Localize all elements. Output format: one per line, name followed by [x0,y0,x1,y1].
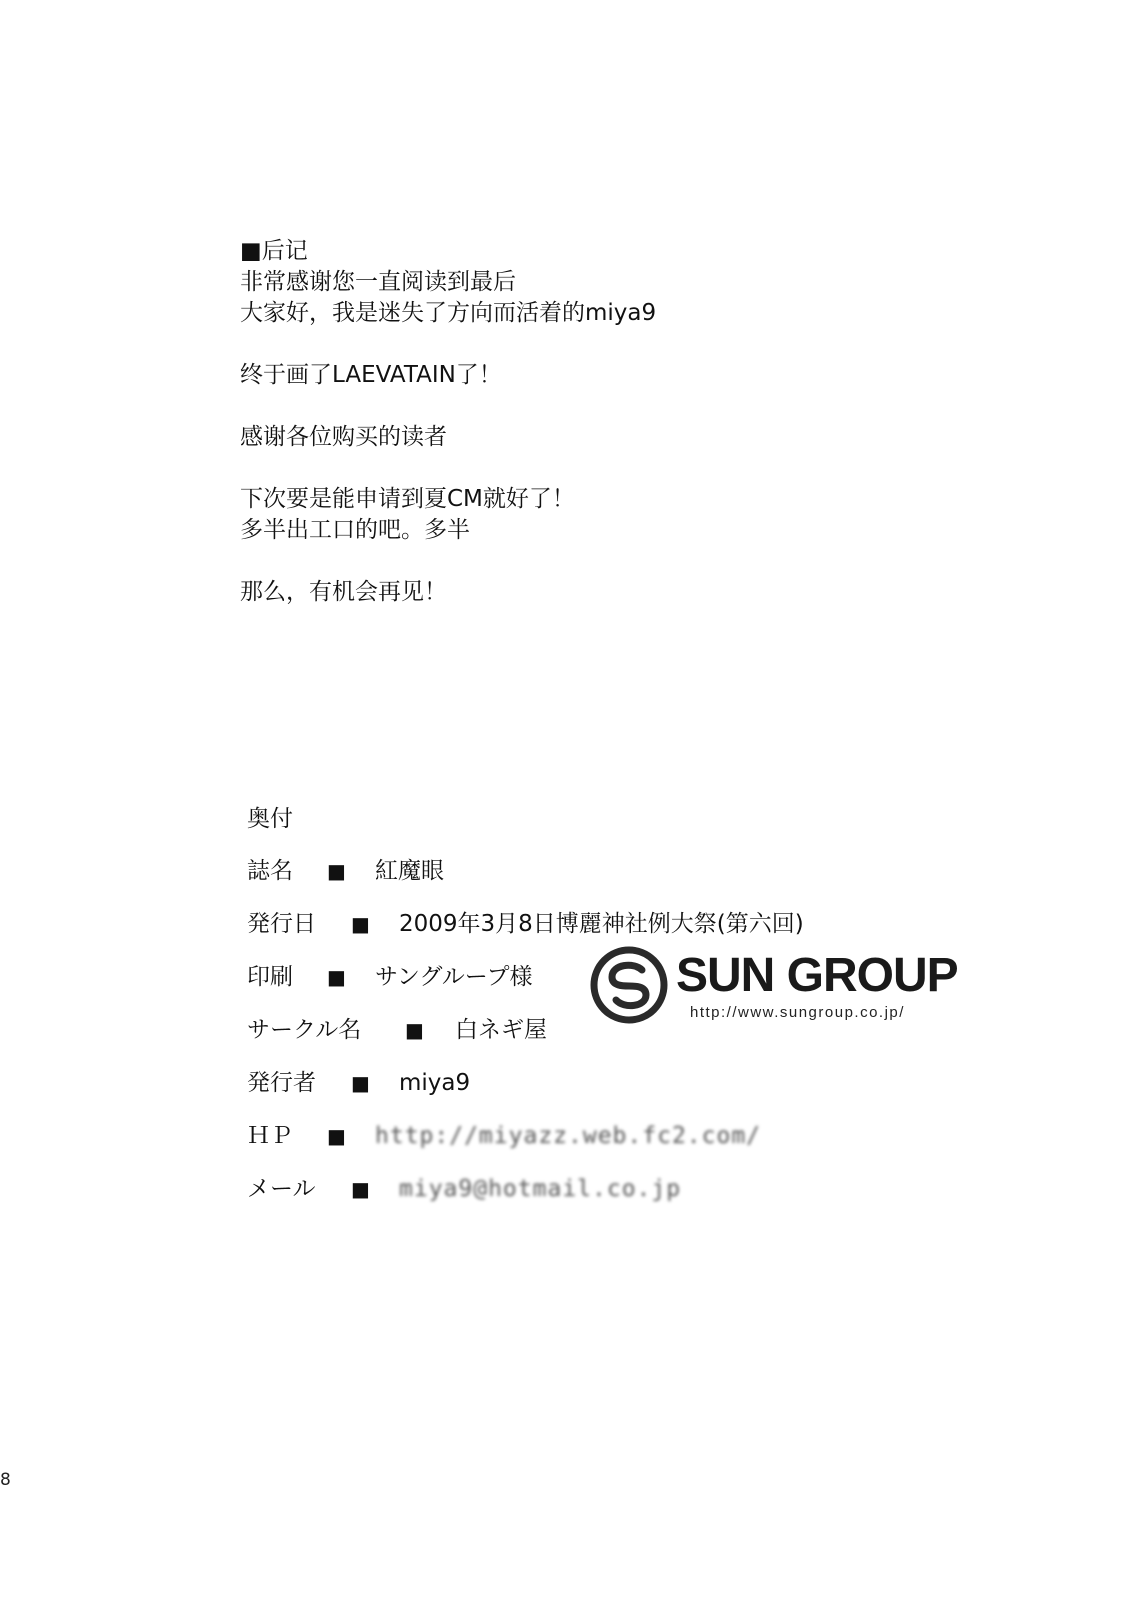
afterword-line: 终于画了LAEVATAIN了！ [240,362,502,388]
afterword-line: 大家好，我是迷失了方向而活着的miya9 [240,300,657,326]
row-label: 印刷 [247,964,293,990]
separator-square: ■ [351,1177,370,1201]
colophon-row-homepage [247,1123,762,1176]
row-value: 白ネギ屋 [455,1017,547,1043]
afterword-blank-line [240,391,656,422]
separator-square: ■ [351,912,370,936]
row-label: サークル名 [247,1017,362,1043]
afterword-line: 那么，有机会再见！ [240,579,447,605]
sun-group-url: http://www.sungroup.co.jp/ [690,1004,905,1021]
colophon-row-title [247,858,444,911]
row-value: 紅魔眼 [375,858,444,884]
separator-square: ■ [327,1124,346,1148]
row-value: miya9 [399,1070,471,1096]
afterword-blank-line [240,453,656,484]
colophon-row-publisher [247,1070,471,1123]
afterword-blank-line [240,329,656,360]
afterword-line: 多半出工口的吧。多半 [240,517,470,543]
sun-group-logo-icon [590,946,668,1024]
colophon-row-email [247,1176,682,1229]
colophon-row-circle [247,1017,547,1070]
homepage-url: http://miyazz.web.fc2.com/ [375,1123,762,1149]
afterword-line: 感谢各位购买的读者 [240,424,447,450]
row-value: サングループ様 [375,964,533,990]
page-number: 8 [0,1470,11,1490]
row-value: 2009年3月8日博麗神社例大祭(第六回) [399,911,804,937]
separator-square: ■ [327,859,346,883]
afterword-blank-line [240,546,656,577]
row-label: 発行日 [247,911,316,937]
afterword-line: 非常感谢您一直阅读到最后 [240,269,516,295]
email-address: miya9@hotmail.co.jp [399,1176,682,1202]
separator-square: ■ [405,1018,424,1042]
separator-square: ■ [351,1071,370,1095]
colophon-row-printer [247,964,533,1017]
sun-group-logo [590,946,980,1030]
separator-square: ■ [327,965,346,989]
row-label: 発行者 [247,1070,316,1096]
row-label: メール [247,1176,316,1202]
colophon-row-date [247,911,804,964]
afterword-heading: ■后记 [240,238,308,264]
colophon-title: 奥付 [247,806,293,832]
afterword-line: 下次要是能申请到夏CM就好了！ [240,486,575,512]
sun-group-brand-text: SUN GROUP [676,949,958,1002]
afterword [240,236,656,608]
row-label: ＨＰ [247,1123,293,1149]
row-label: 誌名 [247,858,293,884]
